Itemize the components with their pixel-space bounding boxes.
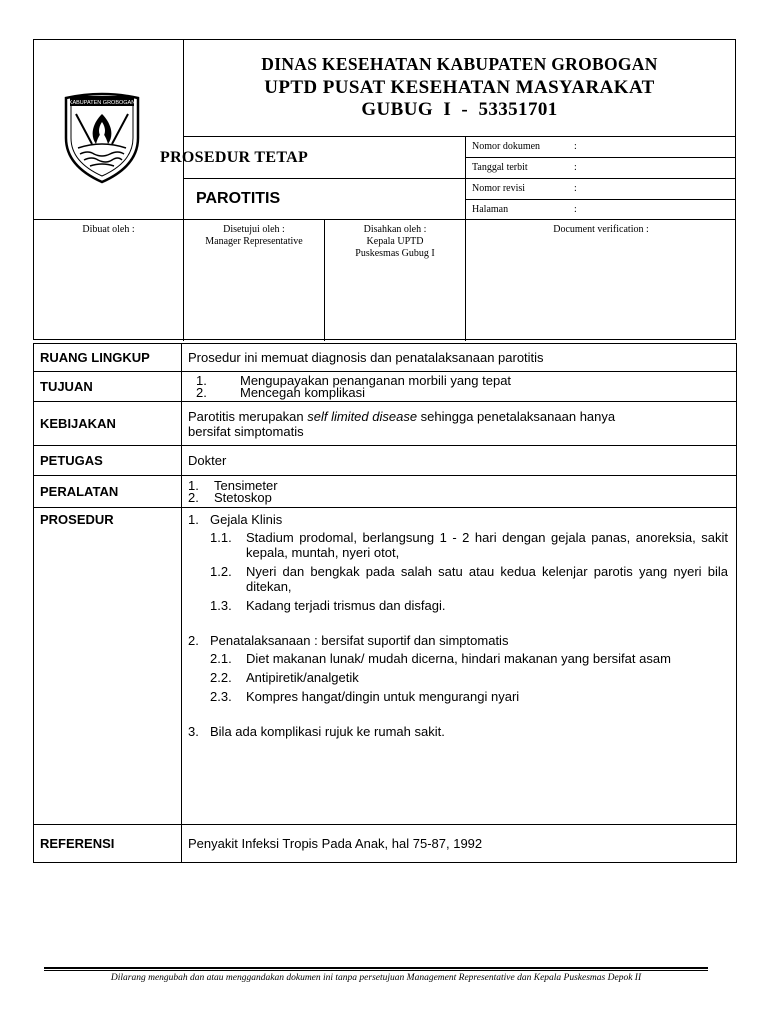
row-label: RUANG LINGKUP: [34, 344, 182, 372]
row-value: [182, 372, 737, 402]
row-label: TUJUAN: [34, 372, 182, 402]
meta-label: Tanggal terbit: [472, 162, 528, 173]
step-heading: 3. Bila ada komplikasi rujuk ke rumah sakit.: [188, 724, 445, 739]
divider: [465, 178, 736, 179]
meta-separator: :: [574, 141, 577, 152]
coat-of-arms-icon: [62, 92, 142, 184]
meta-separator: :: [574, 204, 577, 215]
procedure-steps: [182, 508, 737, 825]
meta-separator: :: [574, 162, 577, 173]
divider: [465, 199, 736, 200]
footer-rule: [44, 967, 708, 969]
row-label: PERALATAN: [34, 476, 182, 508]
made-by-label: Dibuat oleh :: [82, 224, 135, 235]
table-row: [34, 825, 737, 863]
divider: [33, 219, 736, 220]
footer-disclaimer: Dilarang mengubah dan atau menggandakan dokumen ini tanpa persetujuan Management Representative dan Kepala Puskesmas Depok II: [110, 973, 642, 983]
approved-by-role: Manager Representative: [205, 236, 303, 247]
table-row: [34, 446, 737, 476]
sub-step: 2.3. Kompres hangat/dingin untuk mengurangi nyari: [210, 689, 520, 704]
step-heading: 2. Penatalaksanaan : bersifat suportif dan simptomatis: [188, 633, 509, 648]
row-value: Dokter: [182, 446, 737, 476]
table-row: [34, 372, 737, 402]
meta-label: Halaman: [472, 204, 509, 215]
row-label: PETUGAS: [34, 446, 182, 476]
row-value: [182, 476, 737, 508]
sub-step: 1.2. Nyeri dan bengkak pada salah satu atau kedua kelenjar parotis yang nyeri bila ditekan,: [210, 564, 728, 594]
ratified-by-role: Kepala UPTD: [366, 236, 424, 247]
document-type: PROSEDUR TETAP: [160, 149, 309, 166]
sub-step: 1.1. Stadium prodomal, berlangsung 1 - 2 hari dengan gejala panas, anoreksia, sakit kepala, muntah, nyeri otot,: [210, 530, 728, 560]
table-row: [34, 508, 737, 825]
row-value: Parotitis merupakan self limited disease sehingga penetalaksanaan hanya bersifat simptomatis: [182, 402, 737, 446]
footer-rule: [44, 970, 708, 971]
document-title: PAROTITIS: [196, 190, 281, 207]
ratified-by-label: Disahkan oleh :: [363, 224, 427, 235]
logo: [62, 92, 142, 184]
divider: [183, 178, 465, 179]
divider: [465, 136, 466, 341]
table-row: [34, 476, 737, 508]
sub-step: 1.3. Kadang terjadi trismus dan disfagi.: [210, 598, 446, 613]
unit-name: UPTD PUSAT KESEHATAN MASYARAKAT: [264, 77, 655, 98]
meta-separator: :: [574, 183, 577, 194]
meta-label: Nomor revisi: [472, 183, 526, 194]
meta-label: Nomor dokumen: [472, 141, 541, 152]
divider: [465, 157, 736, 158]
ratified-by-org: Puskesmas Gubug I: [355, 248, 435, 259]
row-label: REFERENSI: [34, 825, 182, 863]
list-item: 2. Mencegah komplikasi: [196, 384, 366, 400]
list-item: 1. Tensimeter: [188, 477, 278, 493]
list-item: 2. Stetoskop: [188, 489, 272, 505]
sub-step: 2.2. Antipiretik/analgetik: [210, 670, 359, 685]
location-code: GUBUG I - 53351701: [361, 99, 558, 120]
table-row: [34, 402, 737, 446]
row-label: KEBIJAKAN: [34, 402, 182, 446]
svg-text:KABUPATEN GROBOGAN: KABUPATEN GROBOGAN: [68, 100, 136, 106]
step-heading: 1. Gejala Klinis: [188, 512, 283, 527]
approved-by-label: Disetujui oleh :: [223, 224, 285, 235]
verification-label: Document verification :: [553, 224, 649, 235]
sub-step: 2.1. Diet makanan lunak/ mudah dicerna, hindari makanan yang bersifat asam: [210, 651, 671, 666]
list-item: 1. Mengupayakan penanganan morbili yang tepat: [196, 372, 512, 388]
row-value: Penyakit Infeksi Tropis Pada Anak, hal 75-87, 1992: [182, 825, 737, 863]
table-row: [34, 344, 737, 372]
row-label: PROSEDUR: [34, 508, 182, 825]
divider: [183, 136, 736, 137]
agency-name: DINAS KESEHATAN KABUPATEN GROBOGAN: [261, 54, 658, 74]
procedure-table: [33, 343, 737, 863]
row-value: Prosedur ini memuat diagnosis dan penatalaksanaan parotitis: [182, 344, 737, 372]
